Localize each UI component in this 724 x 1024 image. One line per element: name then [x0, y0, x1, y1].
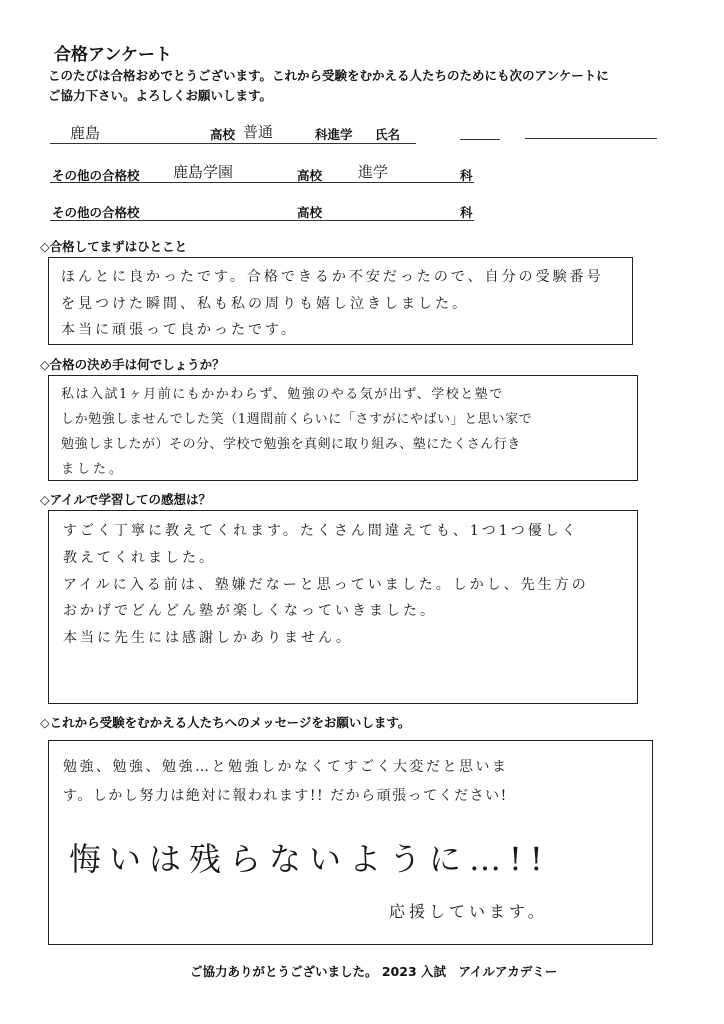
other-school-value: 鹿島学園 [173, 163, 234, 181]
question-impressions: ◇アイルで学習しての感想は？ [40, 492, 211, 507]
other-course-value: 進学 [358, 163, 389, 181]
page-title: 合格アンケート [54, 45, 172, 65]
answer-line: ました。 [61, 462, 126, 477]
answer-line: おかげでどんどん塾が楽しくなっていきました。 [63, 603, 437, 619]
other-course-suffix: 科 [460, 205, 473, 220]
school-value: 鹿島 [70, 124, 101, 142]
row1-underline [50, 143, 416, 144]
sign-off-line: 応援しています。 [389, 902, 548, 921]
name-label: 氏名 [375, 127, 401, 142]
question-first-word: ◇合格してまずはひとこと [40, 239, 188, 254]
row2-underline [50, 182, 474, 183]
answer-line: 本当に頑張って良かったです。 [61, 322, 298, 338]
answer-line: 本当に先生には感謝しかありません。 [63, 630, 353, 646]
other-school-label: その他の合格校 [52, 168, 140, 183]
question-deciding-factor: ◇合格の決め手は何でしょうか？ [40, 357, 225, 372]
answer-line: 勉強、勉強、勉強…と勉強しかなくてすごく大変だと思いま [63, 759, 509, 775]
answer-line: すごく丁寧に教えてくれます。たくさん間違えても、1つ1つ優しく [63, 523, 579, 539]
other-school-suffix: 高校 [297, 168, 323, 183]
question-message: ◇これから受験をむかえる人たちへのメッセージをお願いします。 [40, 715, 411, 730]
answer-line: ほんとに良かったです。合格できるか不安だったので、自分の受験番号 [61, 269, 604, 285]
intro-line: ご協力下さい。よろしくお願いします。 [48, 88, 273, 103]
name-underline [525, 138, 657, 139]
footer-text: ご協力ありがとうございました。 2023 入試 アイルアカデミー [190, 964, 558, 979]
answer-box-impressions [48, 510, 638, 704]
answer-line: アイルに入る前は、塾嫌だなーと思っていました。しかし、先生方の [63, 577, 589, 593]
name-dash [460, 139, 500, 140]
other-school-label: その他の合格校 [52, 205, 140, 220]
answer-line: を見つけた瞬間、私も私の周りも嬉し泣きしました。 [61, 296, 469, 312]
row3-underline [50, 220, 474, 221]
answer-line: 私は入試1ヶ月前にもかかわらず、勉強のやる気が出ず、学校と塾で [61, 387, 504, 402]
intro-line: このたびは合格おめでとうございます。これから受験をむかえる人たちのためにも次のアンケートに [48, 68, 609, 83]
answer-box-deciding-factor [48, 375, 638, 481]
answer-box-first-word [48, 257, 633, 345]
intro-text [48, 66, 688, 106]
course-suffix: 科進学 [315, 127, 353, 142]
answer-line: 教えてくれました。 [63, 550, 216, 566]
other-course-suffix: 科 [460, 168, 473, 183]
school-suffix: 高校 [210, 127, 236, 142]
answer-line: 勉強しましたが）その分、学校で勉強を真剣に取り組み、塾にたくさん行き [61, 437, 521, 452]
answer-line: す。しかし努力は絶対に報われます!! だから頑張ってください! [63, 788, 508, 804]
course-value: 普通 [243, 123, 274, 141]
big-message-line: 悔いは残らないように…!! [69, 840, 551, 878]
other-school-suffix: 高校 [297, 205, 323, 220]
answer-line: しか勉強しませんでした笑（1週間前くらいに「さすがにやばい」と思い家で [61, 412, 533, 427]
answer-box-message [48, 740, 653, 945]
